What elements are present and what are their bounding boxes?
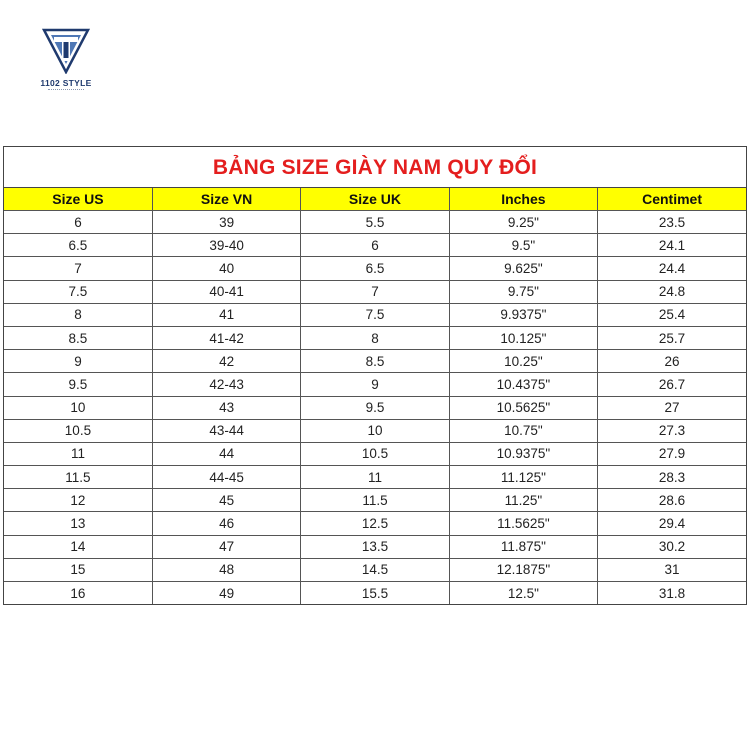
triangle-logo-icon	[42, 28, 90, 74]
table-cell: 9.75"	[449, 280, 597, 303]
table-cell: 24.8	[598, 280, 746, 303]
table-cell: 9.5	[301, 396, 449, 419]
table-row	[4, 234, 746, 257]
table-cell: 7	[301, 280, 449, 303]
table-cell: 6.5	[4, 234, 152, 257]
table-cell: 31	[598, 558, 746, 581]
table-cell: 10.125"	[449, 326, 597, 349]
table-cell: 12	[4, 489, 152, 512]
table-cell: 14.5	[301, 558, 449, 581]
size-chart	[3, 146, 747, 605]
table-cell: 29.4	[598, 512, 746, 535]
table-cell: 42-43	[152, 373, 300, 396]
table-cell: 6	[4, 211, 152, 234]
table-cell: 39	[152, 211, 300, 234]
column-header: Size UK	[301, 188, 449, 211]
table-row	[4, 535, 746, 558]
table-cell: 31.8	[598, 582, 746, 605]
table-cell: 11.5	[301, 489, 449, 512]
table-cell: 7	[4, 257, 152, 280]
column-header: Size VN	[152, 188, 300, 211]
table-cell: 28.3	[598, 466, 746, 489]
table-cell: 42	[152, 350, 300, 373]
table-cell: 11.125"	[449, 466, 597, 489]
table-cell: 11.5	[4, 466, 152, 489]
table-cell: 10.25"	[449, 350, 597, 373]
table-row	[4, 466, 746, 489]
table-cell: 11.875"	[449, 535, 597, 558]
table-cell: 10.4375"	[449, 373, 597, 396]
table-cell: 6	[301, 234, 449, 257]
table-cell: 14	[4, 535, 152, 558]
table-cell: 24.1	[598, 234, 746, 257]
brand-name: 1102 STYLE	[40, 78, 92, 88]
table-cell: 25.4	[598, 303, 746, 326]
table-cell: 9	[4, 350, 152, 373]
table-cell: 47	[152, 535, 300, 558]
table-cell: 10.5625"	[449, 396, 597, 419]
column-header: Inches	[449, 188, 597, 211]
table-cell: 27	[598, 396, 746, 419]
table-cell: 13	[4, 512, 152, 535]
table-cell: 7.5	[301, 303, 449, 326]
table-cell: 9.5	[4, 373, 152, 396]
table-row	[4, 396, 746, 419]
table-row	[4, 257, 746, 280]
table-cell: 45	[152, 489, 300, 512]
table-cell: 40	[152, 257, 300, 280]
chart-title: BẢNG SIZE GIÀY NAM QUY ĐỔI	[4, 147, 746, 188]
header-row	[4, 188, 746, 211]
table-cell: 24.4	[598, 257, 746, 280]
table-cell: 10.75"	[449, 419, 597, 442]
table-row	[4, 419, 746, 442]
table-cell: 11.5625"	[449, 512, 597, 535]
brand-logo	[34, 28, 98, 98]
table-cell: 9	[301, 373, 449, 396]
table-cell: 39-40	[152, 234, 300, 257]
table-body	[4, 211, 746, 605]
table-cell: 7.5	[4, 280, 152, 303]
table-cell: 30.2	[598, 535, 746, 558]
table-cell: 9.9375"	[449, 303, 597, 326]
table-cell: 41-42	[152, 326, 300, 349]
table-cell: 13.5	[301, 535, 449, 558]
table-cell: 12.5"	[449, 582, 597, 605]
table-cell: 26	[598, 350, 746, 373]
table-cell: 26.7	[598, 373, 746, 396]
table-cell: 9.25"	[449, 211, 597, 234]
table-cell: 10.9375"	[449, 442, 597, 465]
table-cell: 6.5	[301, 257, 449, 280]
table-row	[4, 326, 746, 349]
table-cell: 40-41	[152, 280, 300, 303]
table-cell: 12.5	[301, 512, 449, 535]
table-cell: 43-44	[152, 419, 300, 442]
brand-underline	[48, 89, 84, 92]
size-table	[4, 188, 746, 604]
table-cell: 44	[152, 442, 300, 465]
table-cell: 15	[4, 558, 152, 581]
table-row	[4, 303, 746, 326]
table-row	[4, 211, 746, 234]
table-cell: 27.3	[598, 419, 746, 442]
table-row	[4, 558, 746, 581]
table-row	[4, 280, 746, 303]
table-cell: 15.5	[301, 582, 449, 605]
table-cell: 8	[4, 303, 152, 326]
table-cell: 10	[301, 419, 449, 442]
table-cell: 49	[152, 582, 300, 605]
table-cell: 16	[4, 582, 152, 605]
table-cell: 9.625"	[449, 257, 597, 280]
table-cell: 41	[152, 303, 300, 326]
table-row	[4, 442, 746, 465]
table-cell: 43	[152, 396, 300, 419]
table-cell: 11	[4, 442, 152, 465]
table-cell: 48	[152, 558, 300, 581]
table-cell: 25.7	[598, 326, 746, 349]
table-cell: 8.5	[4, 326, 152, 349]
table-row	[4, 512, 746, 535]
table-cell: 9.5"	[449, 234, 597, 257]
column-header: Centimet	[598, 188, 746, 211]
table-row	[4, 350, 746, 373]
table-row	[4, 582, 746, 605]
table-cell: 23.5	[598, 211, 746, 234]
table-cell: 12.1875"	[449, 558, 597, 581]
table-cell: 10	[4, 396, 152, 419]
table-cell: 28.6	[598, 489, 746, 512]
table-cell: 5.5	[301, 211, 449, 234]
table-cell: 11.25"	[449, 489, 597, 512]
table-cell: 46	[152, 512, 300, 535]
table-cell: 10.5	[4, 419, 152, 442]
table-row	[4, 489, 746, 512]
table-cell: 8.5	[301, 350, 449, 373]
table-cell: 10.5	[301, 442, 449, 465]
table-row	[4, 373, 746, 396]
table-cell: 44-45	[152, 466, 300, 489]
column-header: Size US	[4, 188, 152, 211]
table-cell: 11	[301, 466, 449, 489]
table-cell: 8	[301, 326, 449, 349]
table-cell: 27.9	[598, 442, 746, 465]
